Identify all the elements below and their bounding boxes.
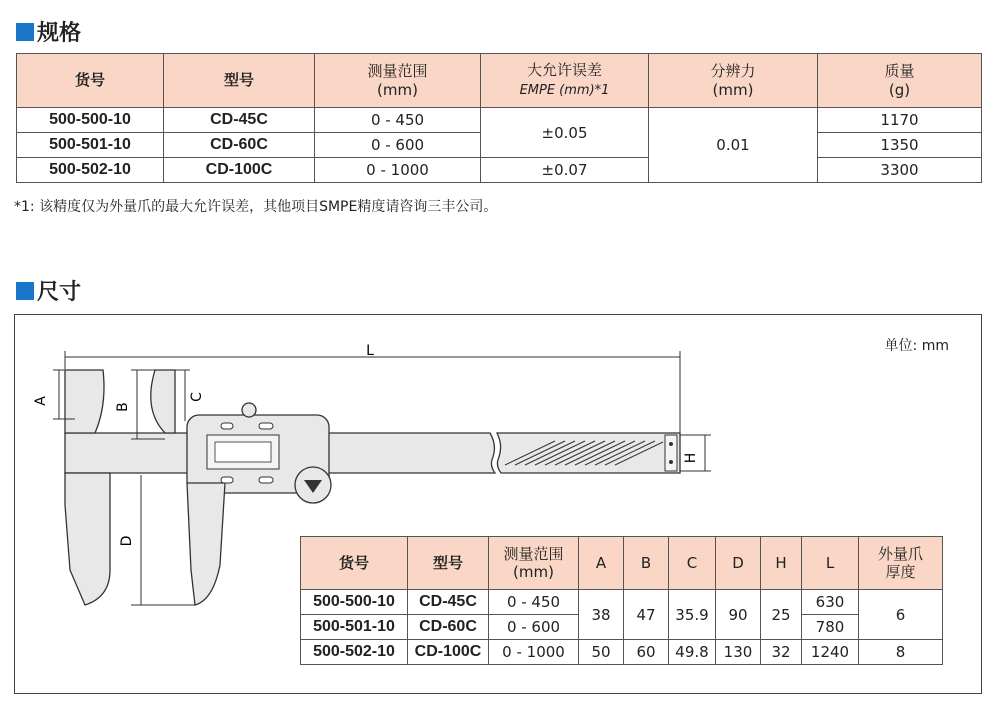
header-resolution: 分辨力 (mm)	[649, 54, 818, 108]
table-row	[17, 158, 982, 183]
cell-range: 0 - 1000	[315, 158, 481, 183]
cell-D: 130	[716, 640, 761, 665]
header-error: 大允许误差 EMPE (mm)*1	[481, 54, 649, 108]
cell-thickness: 8	[859, 640, 943, 665]
cell-model: CD-100C	[164, 158, 315, 183]
cell-model: CD-60C	[164, 133, 315, 158]
label-D: D	[119, 535, 135, 547]
blue-square-icon	[16, 23, 34, 41]
table-row	[301, 640, 943, 665]
unit-label: 单位: mm	[884, 338, 949, 354]
label-H: H	[683, 452, 699, 464]
cell-resolution: 0.01	[649, 108, 818, 183]
dim-header-row	[301, 537, 943, 590]
blue-square-icon	[16, 282, 34, 300]
cell-code: 500-502-10	[17, 158, 164, 183]
cell-model: CD-60C	[408, 615, 489, 640]
header-code: 货号	[301, 537, 408, 590]
cell-mass: 1170	[818, 108, 982, 133]
spec-header-row	[17, 54, 982, 108]
header-C: C	[669, 537, 716, 590]
header-mass: 质量 (g)	[818, 54, 982, 108]
header-D: D	[716, 537, 761, 590]
cell-B: 60	[624, 640, 669, 665]
header-code: 货号	[17, 54, 164, 108]
cell-model: CD-100C	[408, 640, 489, 665]
label-L: L	[366, 343, 374, 359]
cell-H: 32	[761, 640, 802, 665]
cell-C: 49.8	[669, 640, 716, 665]
header-H: H	[761, 537, 802, 590]
cell-range: 0 - 600	[315, 133, 481, 158]
spec-section-title: 规格	[16, 16, 81, 47]
dimension-table	[300, 536, 943, 665]
dimension-section-title: 尺寸	[16, 275, 81, 306]
cell-range: 0 - 600	[489, 615, 579, 640]
cell-code: 500-500-10	[301, 590, 408, 615]
cell-mass: 1350	[818, 133, 982, 158]
table-row	[301, 590, 943, 615]
label-B: B	[115, 402, 131, 412]
cell-range: 0 - 450	[489, 590, 579, 615]
cell-thickness: 6	[859, 590, 943, 640]
spec-table	[16, 53, 982, 183]
cell-L: 1240	[802, 640, 859, 665]
header-A: A	[579, 537, 624, 590]
cell-B: 47	[624, 590, 669, 640]
cell-model: CD-45C	[164, 108, 315, 133]
cell-range: 0 - 1000	[489, 640, 579, 665]
cell-D: 90	[716, 590, 761, 640]
cell-code: 500-502-10	[301, 640, 408, 665]
cell-range: 0 - 450	[315, 108, 481, 133]
header-model: 型号	[164, 54, 315, 108]
cell-model: CD-45C	[408, 590, 489, 615]
cell-mass: 3300	[818, 158, 982, 183]
header-B: B	[624, 537, 669, 590]
cell-A: 38	[579, 590, 624, 640]
header-range: 测量范围 (mm)	[489, 537, 579, 590]
cell-L: 630	[802, 590, 859, 615]
cell-error: ±0.07	[481, 158, 649, 183]
header-model: 型号	[408, 537, 489, 590]
footnote: *1: 该精度仅为外量爪的最大允许误差，其他项目SMPE精度请咨询三丰公司。	[14, 199, 498, 215]
label-C: C	[189, 392, 205, 402]
table-row	[17, 108, 982, 133]
cell-code: 500-500-10	[17, 108, 164, 133]
cell-C: 35.9	[669, 590, 716, 640]
cell-H: 25	[761, 590, 802, 640]
cell-code: 500-501-10	[301, 615, 408, 640]
cell-error: ±0.05	[481, 108, 649, 158]
header-L: L	[802, 537, 859, 590]
cell-code: 500-501-10	[17, 133, 164, 158]
cell-A: 50	[579, 640, 624, 665]
label-A: A	[33, 396, 49, 406]
header-thickness: 外量爪 厚度	[859, 537, 943, 590]
cell-L: 780	[802, 615, 859, 640]
header-range: 测量范围 (mm)	[315, 54, 481, 108]
